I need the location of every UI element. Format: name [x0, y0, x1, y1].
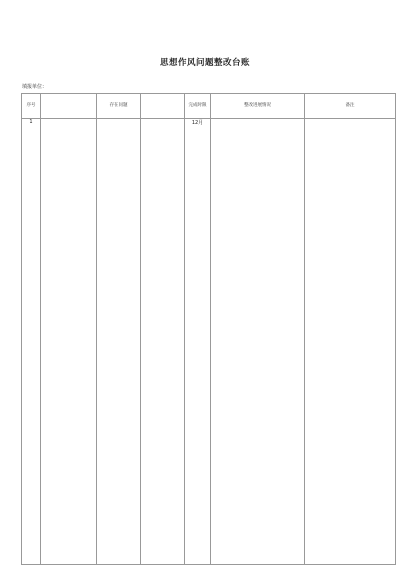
column-header: 序号 [22, 94, 41, 119]
table-cell [41, 119, 97, 565]
reporting-unit-label: 填报单位： [22, 84, 48, 90]
rectification-table [21, 93, 396, 565]
column-header: 备注 [305, 94, 396, 119]
row-number: 1 [29, 119, 33, 125]
column-header [141, 94, 185, 119]
column-header [41, 94, 97, 119]
row-number-cell [22, 119, 41, 565]
table-cell [97, 119, 141, 565]
document-title: 思想作风问题整改台账 [159, 58, 250, 68]
table-cell [305, 119, 396, 565]
deadline: 12月 [191, 120, 204, 126]
table-cell [211, 119, 305, 565]
deadline-cell [185, 119, 211, 565]
table-row [22, 119, 396, 565]
column-header: 整改进展情况 [211, 94, 305, 119]
table-header-row [22, 94, 396, 119]
column-header: 存在问题 [97, 94, 141, 119]
column-header: 完成时限 [185, 94, 211, 119]
table-cell [141, 119, 185, 565]
